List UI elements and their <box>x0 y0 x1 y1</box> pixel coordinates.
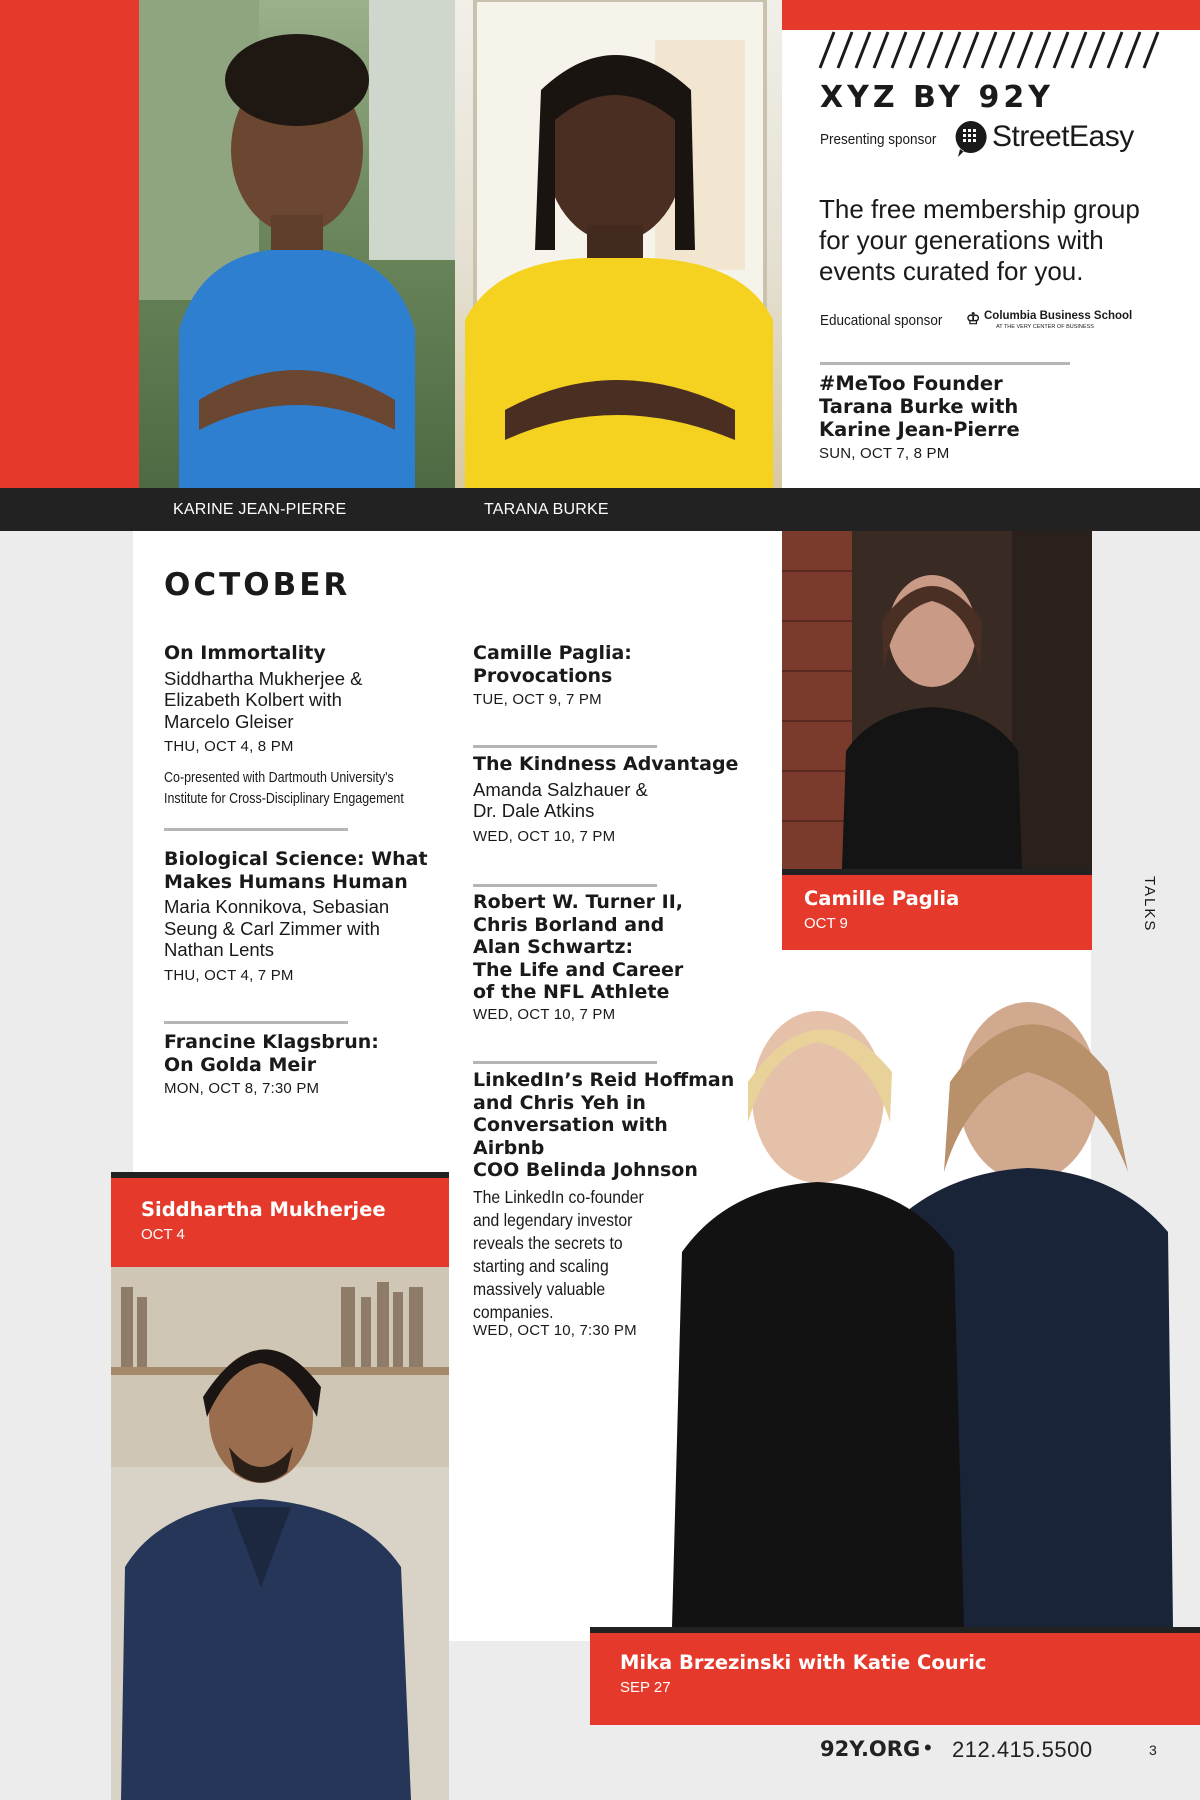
event-note <box>164 768 422 810</box>
event-date: THU, OCT 4, 8 PM <box>164 738 294 755</box>
event-date: WED, OCT 10, 7 PM <box>473 1005 616 1023</box>
card-mika-brzezinski[interactable] <box>590 1627 1200 1725</box>
event-title: Alan Schwartz: <box>473 936 634 958</box>
card-name: Mika Brzezinski with Katie Couric <box>620 1651 987 1674</box>
event-title: Camille Paglia: <box>473 642 632 664</box>
divider <box>164 828 348 831</box>
event-camille-paglia[interactable] <box>473 642 763 709</box>
event-date: THU, OCT 4, 7 PM <box>164 966 294 984</box>
card-name: Siddhartha Mukherjee <box>141 1198 386 1221</box>
event-description <box>473 1186 689 1324</box>
event-title: On Golda Meir <box>164 1053 317 1076</box>
featured-event[interactable] <box>819 372 1020 463</box>
desc-line: The LinkedIn co-founder <box>473 1186 644 1207</box>
people-line: Elizabeth Kolbert with <box>164 689 342 710</box>
event-title: Makes Humans Human <box>164 870 408 893</box>
tagline-line: events curated for you. <box>819 256 1084 286</box>
event-people <box>164 668 454 733</box>
note-line: Institute for Cross-Disciplinary Engagement <box>164 791 404 807</box>
photo-tarana-burke <box>455 0 782 488</box>
columbia-name: Columbia Business School <box>984 310 1133 322</box>
hatch-pattern <box>812 28 1162 72</box>
people-line: Marcelo Gleiser <box>164 710 294 732</box>
featured-title-line: Karine Jean-Pierre <box>819 418 1020 441</box>
photo-karine-jean-pierre <box>139 0 455 488</box>
people-line: Nathan Lents <box>164 939 275 960</box>
card-siddhartha-mukherjee[interactable] <box>111 1172 449 1273</box>
footer-phone[interactable]: 212.415.5500 <box>952 1737 1093 1762</box>
caption-karine: KARINE JEAN-PIERRE <box>173 501 347 518</box>
divider <box>473 745 657 748</box>
desc-line: reveals the secrets to <box>473 1232 623 1253</box>
page-number: 3 <box>1149 1742 1157 1758</box>
presenting-sponsor-name: StreetEasy <box>992 120 1134 153</box>
featured-date: SUN, OCT 7, 8 PM <box>819 445 950 462</box>
event-date: WED, OCT 10, 7 PM <box>473 827 616 845</box>
caption-tarana: TARANA BURKE <box>484 501 609 518</box>
desc-line: and legendary investor <box>473 1209 633 1230</box>
event-kindness-advantage[interactable] <box>473 753 773 846</box>
card-name: Camille Paglia <box>804 887 960 910</box>
portrait-illustration <box>139 0 455 488</box>
event-biological-science[interactable] <box>164 848 464 985</box>
desc-line: massively valuable <box>473 1278 606 1299</box>
divider <box>164 1021 348 1024</box>
desc-line: companies. <box>473 1301 554 1322</box>
event-people <box>164 896 464 961</box>
desc-line: starting and scaling <box>473 1255 609 1276</box>
photo-mika-and-katie <box>668 972 1180 1627</box>
divider <box>820 362 1070 365</box>
portrait-illustration-5 <box>668 972 1180 1627</box>
event-date: WED, OCT 10, 7:30 PM <box>473 1321 637 1339</box>
event-title: Robert W. Turner II, <box>473 891 684 913</box>
footer-website[interactable]: 92Y.ORG <box>820 1737 921 1761</box>
people-line: Maria Konnikova, Sebasian <box>164 896 390 917</box>
red-accent-block <box>0 0 139 488</box>
photo-camille-paglia <box>782 531 1092 869</box>
tagline <box>819 194 1140 287</box>
card-date: OCT 9 <box>804 915 848 932</box>
card-date: SEP 27 <box>620 1679 671 1696</box>
streeteasy-logo-icon <box>952 119 988 155</box>
card-camille-paglia[interactable] <box>782 869 1092 950</box>
tagline-line: The free membership group <box>819 194 1140 224</box>
event-title: The Kindness Advantage <box>473 753 739 775</box>
event-francine-klagsbrun[interactable] <box>164 1031 464 1098</box>
section-side-label: TALKS <box>1141 876 1158 933</box>
event-title: COO Belinda Johnson <box>473 1159 698 1181</box>
educational-sponsor-label: Educational sponsor <box>820 312 943 329</box>
event-people <box>473 779 773 822</box>
event-title: Provocations <box>473 664 613 687</box>
event-title: On Immortality <box>164 642 326 664</box>
portrait-illustration-3 <box>782 531 1092 869</box>
photo-siddhartha-mukherjee <box>111 1267 449 1800</box>
event-date: MON, OCT 8, 7:30 PM <box>164 1080 320 1097</box>
event-title: Francine Klagsbrun: <box>164 1031 379 1053</box>
people-line: Dr. Dale Atkins <box>473 800 595 821</box>
caption-bar <box>0 488 1200 531</box>
event-title: and Chris Yeh in <box>473 1091 646 1114</box>
divider <box>473 1061 657 1064</box>
portrait-illustration-4 <box>111 1267 449 1800</box>
presenting-sponsor-label: Presenting sponsor <box>820 131 937 148</box>
event-date: TUE, OCT 9, 7 PM <box>473 691 602 708</box>
event-title: LinkedIn’s Reid Hoffman <box>473 1069 735 1091</box>
note-line: Co-presented with Dartmouth University's <box>164 770 394 786</box>
featured-title-line: Tarana Burke with <box>819 395 1019 418</box>
featured-title-line: #MeToo Founder <box>819 372 1003 395</box>
event-title: Biological Science: What <box>164 848 428 870</box>
divider <box>473 884 657 887</box>
event-title: Chris Borland and <box>473 913 665 936</box>
month-heading: OCTOBER <box>164 567 351 603</box>
portrait-illustration-2 <box>455 0 782 488</box>
event-title: of the NFL Athlete <box>473 981 670 1003</box>
people-line: Siddhartha Mukherjee & <box>164 667 363 689</box>
event-title: Conversation with Airbnb <box>473 1114 668 1159</box>
footer-bullet: • <box>924 1735 932 1760</box>
event-on-immortality[interactable] <box>164 642 454 810</box>
people-line: Amanda Salzhauer & <box>473 778 648 800</box>
card-date: OCT 4 <box>141 1226 185 1243</box>
tagline-line: for your generations with <box>819 225 1104 255</box>
columbia-subline: AT THE VERY CENTER OF BUSINESS <box>996 324 1094 330</box>
sponsor-top-bar <box>782 0 1200 30</box>
columbia-crown-icon: ♔ <box>966 311 981 328</box>
columbia-logo <box>966 309 1133 333</box>
people-line: Seung & Carl Zimmer with <box>164 917 380 939</box>
event-title: The Life and Career <box>473 958 684 981</box>
brand-title: XYZ BY 92Y <box>820 80 1054 115</box>
